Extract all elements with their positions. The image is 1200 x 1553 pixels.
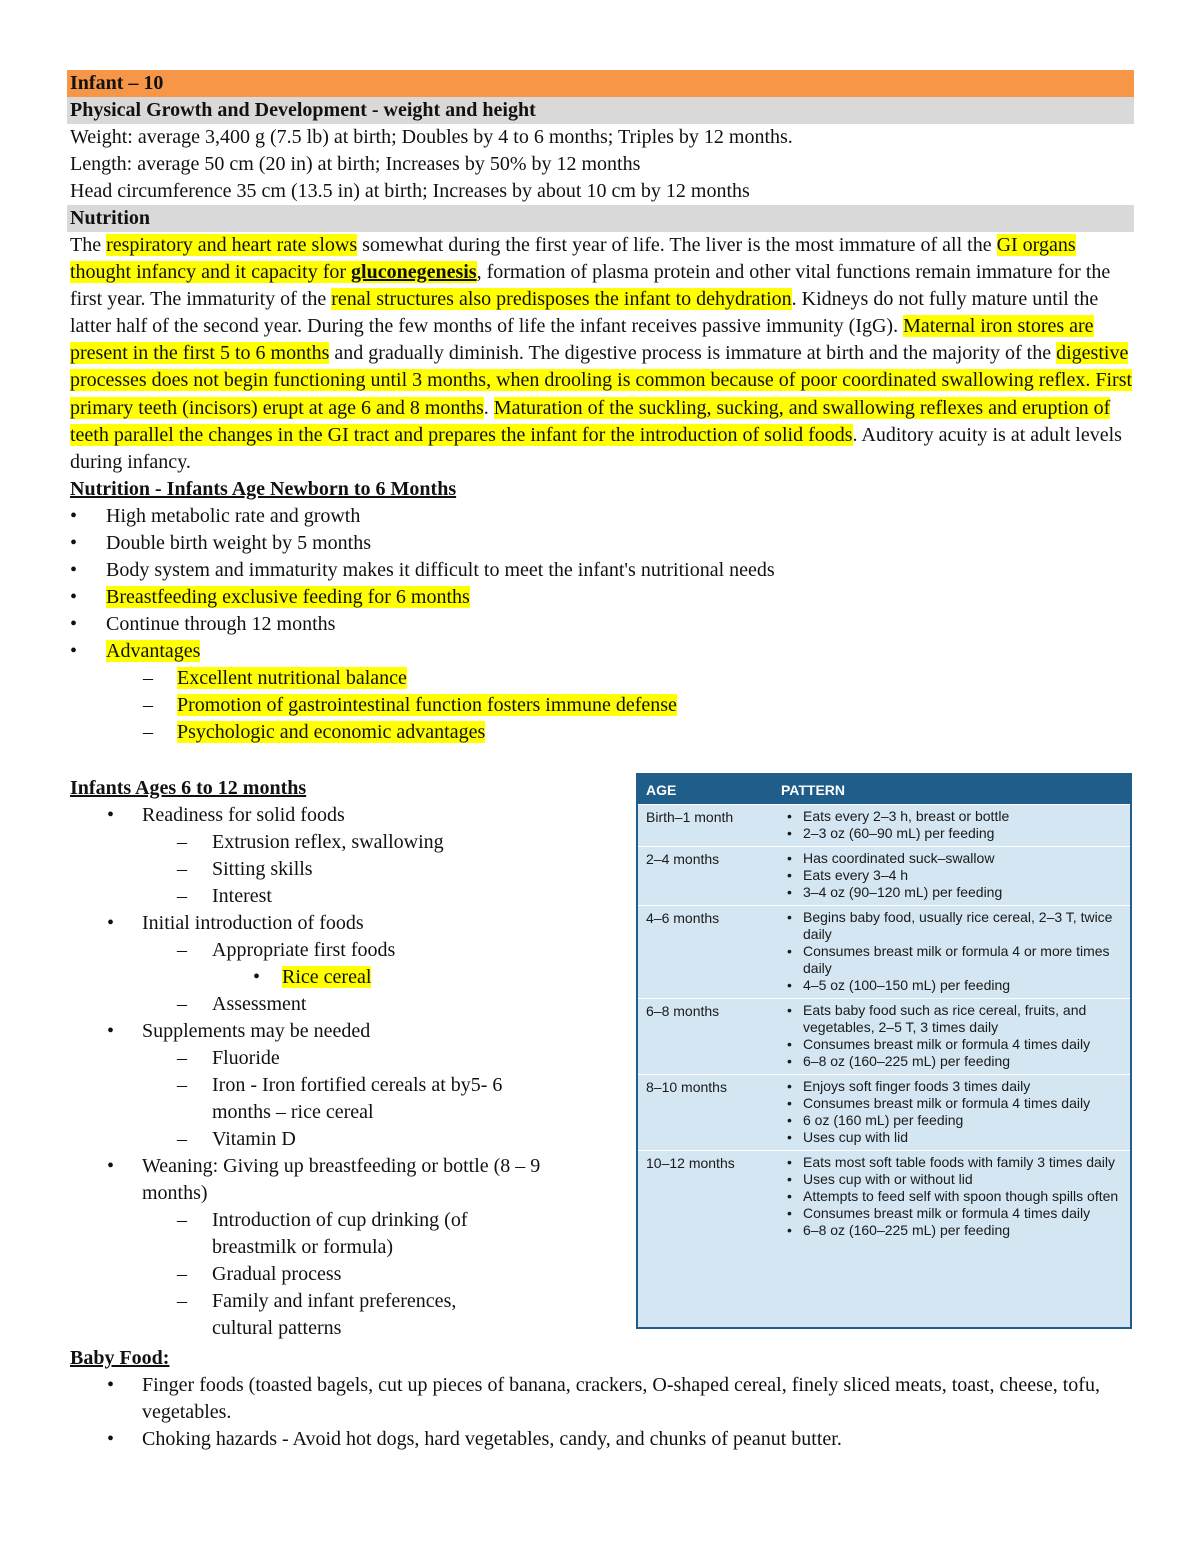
bullet-icon: • <box>70 558 78 581</box>
bullet-icon: • <box>70 585 78 608</box>
list-item <box>67 802 627 829</box>
pattern-item: • Consumes breast milk or formula 4 or more times daily <box>781 943 1130 977</box>
pattern-item: • Uses cup with or without lid <box>781 1171 1130 1188</box>
table-row <box>638 1074 1130 1150</box>
bullet-icon: • <box>70 612 78 635</box>
bullet-icon: • <box>107 1155 115 1177</box>
dash-icon: – <box>177 1074 187 1096</box>
list-item-text: Appropriate first foods <box>212 939 396 961</box>
dash-icon: – <box>177 993 187 1015</box>
dash-icon: – <box>143 720 153 743</box>
list-item-text: Psychologic and economic advantages <box>177 720 486 743</box>
table-cell-age: 10–12 months <box>646 1155 735 1171</box>
document-title: Infant – 10 <box>67 70 1134 97</box>
older-infant-section <box>67 775 627 1342</box>
list-item <box>67 1045 627 1072</box>
dash-icon: – <box>143 693 153 716</box>
list-item-text: Interest <box>212 885 272 907</box>
para-highlight: respiratory and heart rate slows <box>106 234 358 256</box>
list-item-text: Weaning: Giving up breastfeeding or bottle (8 – 9 months) <box>142 1155 541 1204</box>
para-text: somewhat during the first year of life. The liver is the most immature of all the <box>357 234 997 256</box>
list-item-text: Body system and immaturity makes it difficult to meet the infant's nutritional needs <box>106 558 775 581</box>
bullet-icon: • <box>253 966 261 988</box>
list-item <box>67 1153 552 1207</box>
table-cell-age: Birth–1 month <box>646 809 734 825</box>
newborn-heading: Nutrition - Infants Age Newborn to 6 Months <box>70 477 457 500</box>
list-item-text: Continue through 12 months <box>106 612 336 635</box>
list-item-text: Introduction of cup drinking (of breastmilk or formula) <box>212 1209 468 1258</box>
para-text: . Auditory acuity is at adult levels during infancy. <box>70 423 1122 473</box>
list-item <box>67 964 627 991</box>
list-item <box>67 503 1134 530</box>
table-cell-pattern <box>781 847 1130 905</box>
length-text: Length: average 50 cm (20 in) at birth; Increases by 50% by 12 months <box>70 153 641 175</box>
para-text: and gradually diminish. The digestive process is immature at birth and the majority of the <box>329 342 1057 365</box>
bullet-icon: • <box>70 531 78 554</box>
pattern-item: • 6 oz (160 mL) per feeding <box>781 1112 1130 1129</box>
older-heading: Infants Ages 6 to 12 months <box>70 777 307 799</box>
para-text: . <box>483 396 494 419</box>
list-item-text: Initial introduction of foods <box>142 912 364 934</box>
dash-icon: – <box>143 666 153 689</box>
table-cell-pattern <box>781 999 1130 1074</box>
pattern-item: • Eats every 3–4 h <box>781 867 1130 884</box>
list-item-text: Assessment <box>212 993 307 1015</box>
section-heading-nutrition: Nutrition <box>67 205 1134 232</box>
list-item <box>67 937 627 964</box>
list-item-text: Excellent nutritional balance <box>177 666 407 689</box>
pattern-item: • Consumes breast milk or formula 4 times daily <box>781 1095 1130 1112</box>
list-item <box>67 1207 522 1261</box>
list-item-text: Breastfeeding exclusive feeding for 6 months <box>106 585 470 608</box>
list-item <box>67 530 1134 557</box>
para-highlight: digestive processes does not begin functioning until 3 months, when drooling is common because of poor coordinated swallowing reflex. First primary teeth (incisors) erupt at age 6 and 8 months <box>70 342 1133 419</box>
table-row <box>638 905 1130 998</box>
baby-food-section <box>67 1345 1134 1453</box>
table-body <box>638 804 1130 1243</box>
table-cell-pattern <box>781 906 1130 998</box>
list-item <box>67 883 627 910</box>
head-circumference-text: Head circumference 35 cm (13.5 in) at birth; Increases by about 10 cm by 12 months <box>70 180 750 202</box>
list-item <box>67 1261 627 1288</box>
list-item-text: Extrusion reflex, swallowing <box>212 831 444 853</box>
bullet-icon: • <box>107 1374 115 1396</box>
pattern-item: • 4–5 oz (100–150 mL) per feeding <box>781 977 1130 994</box>
dash-icon: – <box>177 1128 187 1150</box>
list-item <box>67 719 1134 746</box>
table-cell-pattern <box>781 1151 1130 1243</box>
dash-icon: – <box>177 1047 187 1069</box>
document-body <box>67 70 1134 746</box>
bullet-icon: • <box>107 804 115 826</box>
list-item-text: Finger foods (toasted bagels, cut up pieces of banana, crackers, O-shaped cereal, finely sliced meats, toast, cheese, tofu, vegetables. <box>142 1374 1100 1423</box>
bullet-icon: • <box>70 639 78 662</box>
list-item <box>67 638 1134 665</box>
para-highlight: Maternal iron stores are present in the first 5 to 6 months <box>70 315 1094 365</box>
list-item <box>67 692 1134 719</box>
table-cell-pattern <box>781 1075 1130 1150</box>
list-item <box>67 991 627 1018</box>
pattern-item: • Eats most soft table foods with family 3 times daily <box>781 1154 1130 1171</box>
bullet-icon: • <box>70 504 78 527</box>
list-item <box>67 1072 557 1126</box>
bullet-icon: • <box>107 1428 115 1450</box>
dash-icon: – <box>177 858 187 880</box>
section-heading-growth: Physical Growth and Development - weight and height <box>67 97 1134 124</box>
pattern-item: • 6–8 oz (160–225 mL) per feeding <box>781 1053 1130 1070</box>
list-item <box>67 557 1134 584</box>
list-item-text: Rice cereal <box>282 966 372 988</box>
table-cell-pattern <box>781 805 1130 846</box>
list-item-text: High metabolic rate and growth <box>106 504 361 527</box>
list-item <box>67 829 627 856</box>
pattern-item: • Attempts to feed self with spoon though spills often <box>781 1188 1130 1205</box>
pattern-item: • Eats baby food such as rice cereal, fruits, and vegetables, 2–5 T, 3 times daily <box>781 1002 1130 1036</box>
table-cell-age: 2–4 months <box>646 851 720 867</box>
para-text: , formation of plasma protein and other vital functions remain immature for the first year. The immaturity of the <box>70 261 1111 311</box>
table-cell-age: 6–8 months <box>646 1003 720 1019</box>
list-item-text: Family and infant preferences, cultural patterns <box>212 1290 457 1339</box>
para-text: . Kidneys do not fully mature until the latter half of the second year. During the few months of life the infant receives passive immunity (IgG). <box>70 288 1099 338</box>
list-item <box>67 1372 1134 1426</box>
list-item <box>67 1018 627 1045</box>
para-highlight-text: GI organs thought infancy and it capacity for <box>70 234 1076 284</box>
list-item-text: Supplements may be needed <box>142 1020 371 1042</box>
pattern-item: • Consumes breast milk or formula 4 times daily <box>781 1205 1130 1222</box>
list-item <box>67 1126 627 1153</box>
pattern-item: • Uses cup with lid <box>781 1129 1130 1146</box>
table-row <box>638 846 1130 905</box>
dash-icon: – <box>177 1263 187 1285</box>
bullet-icon: • <box>107 912 115 934</box>
list-item-text: Promotion of gastrointestinal function fosters immune defense <box>177 693 677 716</box>
dash-icon: – <box>177 885 187 907</box>
pattern-item: • 6–8 oz (160–225 mL) per feeding <box>781 1222 1130 1239</box>
list-item-text: Sitting skills <box>212 858 313 880</box>
para-highlight: Maturation of the suckling, sucking, and swallowing reflexes and eruption of teeth parallel the changes in the GI tract and prepares the infant for the introduction of solid foods <box>70 396 1111 446</box>
list-item <box>67 611 1134 638</box>
table-header <box>638 775 1130 804</box>
list-item-text: Vitamin D <box>212 1128 296 1150</box>
list-item <box>67 1288 502 1342</box>
pattern-item: • Enjoys soft finger foods 3 times daily <box>781 1078 1130 1095</box>
table-row <box>638 804 1130 846</box>
list-item <box>67 910 627 937</box>
table-cell-age: 8–10 months <box>646 1079 727 1095</box>
list-item <box>67 1426 1134 1453</box>
weight-text: Weight: average 3,400 g (7.5 lb) at birth; Doubles by 4 to 6 months; Triples by 12 months. <box>70 126 793 148</box>
pattern-item: • Has coordinated suck–swallow <box>781 850 1130 867</box>
table-cell-age: 4–6 months <box>646 910 720 926</box>
bullet-icon: • <box>107 1020 115 1042</box>
list-item <box>67 856 627 883</box>
dash-icon: – <box>177 831 187 853</box>
dash-icon: – <box>177 1290 187 1312</box>
pattern-item: • 3–4 oz (90–120 mL) per feeding <box>781 884 1130 901</box>
column-header-pattern: PATTERN <box>781 781 846 798</box>
list-item-text: Readiness for solid foods <box>142 804 345 826</box>
list-item-text: Advantages <box>106 639 201 662</box>
dash-icon: – <box>177 939 187 961</box>
list-item <box>67 665 1134 692</box>
pattern-item: • 2–3 oz (60–90 mL) per feeding <box>781 825 1130 842</box>
list-item-text: Fluoride <box>212 1047 280 1069</box>
dash-icon: – <box>177 1209 187 1231</box>
gluconeogenesis-term: gluconegenesis <box>351 261 477 284</box>
table-row <box>638 998 1130 1074</box>
pattern-item: • Eats every 2–3 h, breast or bottle <box>781 808 1130 825</box>
pattern-item: • Begins baby food, usually rice cereal, 2–3 T, twice daily <box>781 909 1130 943</box>
pattern-item: • Consumes breast milk or formula 4 times daily <box>781 1036 1130 1053</box>
list-item-text: Iron - Iron fortified cereals at by5- 6 months – rice cereal <box>212 1074 503 1123</box>
column-header-age: AGE <box>646 781 677 798</box>
list-item-text: Choking hazards - Avoid hot dogs, hard vegetables, candy, and chunks of peanut butter. <box>142 1428 842 1450</box>
feeding-pattern-table <box>636 773 1132 1329</box>
nutrition-paragraph <box>67 232 1134 476</box>
table-row <box>638 1150 1130 1243</box>
list-item <box>67 584 1134 611</box>
list-item-text: Double birth weight by 5 months <box>106 531 371 554</box>
baby-food-heading: Baby Food: <box>70 1347 170 1369</box>
para-highlight: renal structures also predisposes the infant to dehydration <box>331 288 792 311</box>
list-item-text: Gradual process <box>212 1263 342 1285</box>
para-text: The <box>70 234 107 256</box>
